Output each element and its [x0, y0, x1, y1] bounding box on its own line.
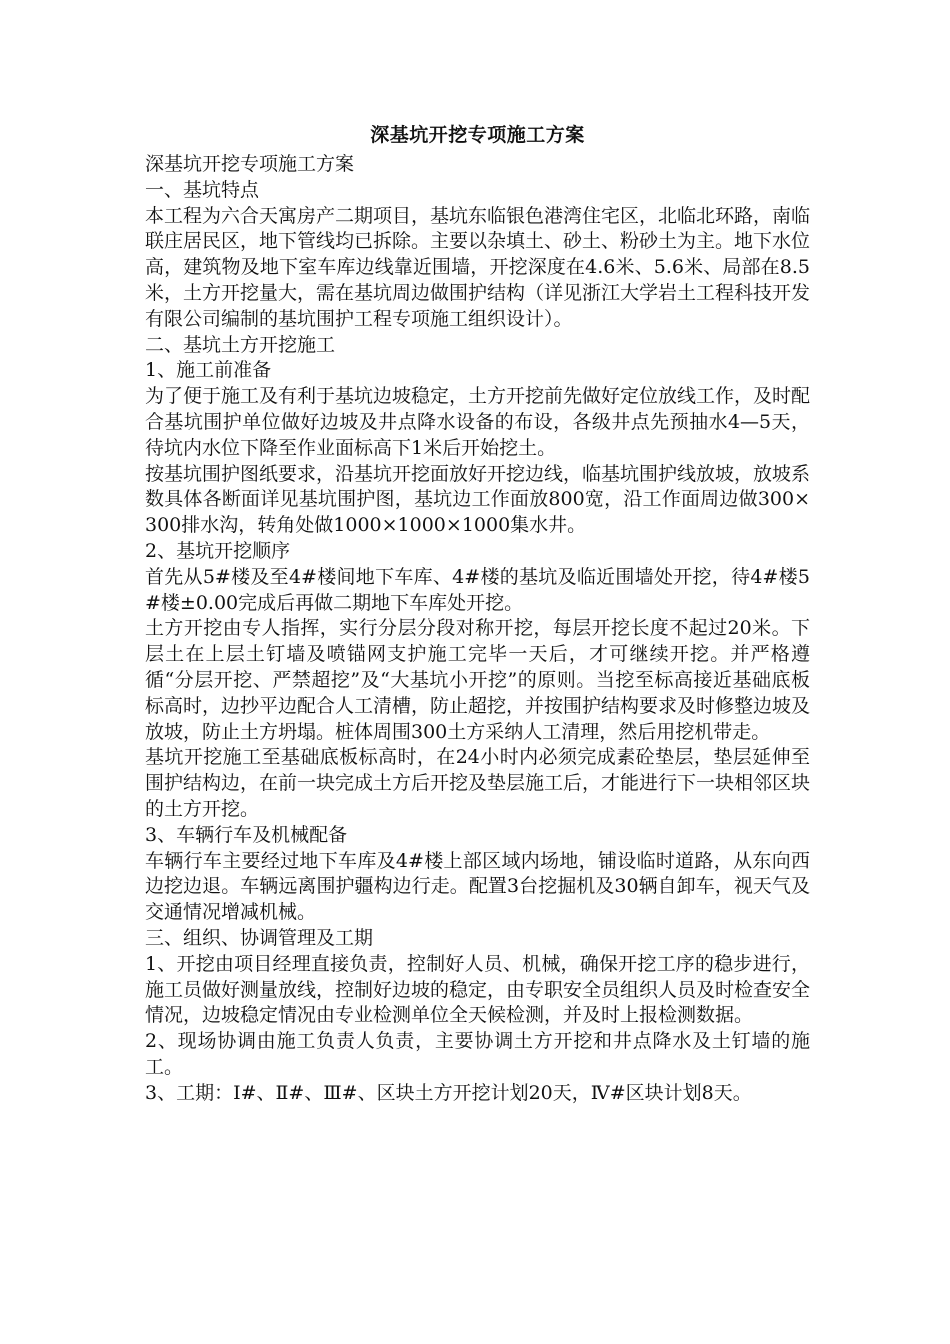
paragraph: 3、工期：Ⅰ#、Ⅱ#、Ⅲ#、区块土方开挖计划20天，Ⅳ#区块计划8天。	[145, 1081, 752, 1104]
paragraph: 按基坑围护图纸要求，沿基坑开挖面放好开挖边线，临基坑围护线放坡，放坡系数具体各断面详见基坑围护图，基坑边工作面放800宽，沿工作面周边做300×300排水沟，转角处做1000×1000×1000集水井。	[145, 462, 811, 537]
subsection-heading: 3、车辆行车及机械配备	[145, 823, 348, 846]
paragraph: 首先从5#楼及至4#楼间地下车库、4#楼的基坑及临近围墙处开挖，待4#楼5#楼±0.00完成后再做二期地下车库处开挖。	[145, 565, 810, 614]
paragraph: 本工程为六合天寓房产二期项目，基坑东临银色港湾住宅区，北临北环路，南临联庄居民区，地下管线均已拆除。主要以杂填土、砂土、粉砂土为主。地下水位高，建筑物及地下室车库边线靠近围墙，开挖深度在4.6米、5.6米、局部在8.5米，土方开挖量大，需在基坑周边做围护结构（详见浙江大学岩土工程科技开发有限公司编制的基坑围护工程专项施工组织设计）。	[145, 204, 811, 330]
subsection-heading: 1、施工前准备	[145, 359, 272, 382]
paragraph: 车辆行车主要经过地下车库及4#楼上部区域内场地，铺设临时道路，从东向西边挖边退。车辆远离围护疆构边行走。配置3台挖掘机及30辆自卸车，视天气及交通情况增减机械。	[145, 849, 810, 924]
section-heading: 三、组织、协调管理及工期	[145, 926, 374, 949]
document-title: 深基坑开挖专项施工方案	[370, 124, 585, 146]
section-heading: 二、基坑土方开挖施工	[145, 333, 336, 356]
paragraph: 深基坑开挖专项施工方案	[145, 153, 355, 175]
paragraph: 为了便于施工及有利于基坑边坡稳定，土方开挖前先做好定位放线工作，及时配合基坑围护单位做好边坡及井点降水设备的布设，各级井点先预抽水4—5天，待坑内水位下降至作业面标高下1米后开始挖土。	[145, 385, 811, 459]
paragraph: 基坑开挖施工至基础底板标高时，在24小时内必须完成素砼垫层，垫层延伸至围护结构边，在前一块完成土方后开挖及垫层施工后，才能进行下一块相邻区块的土方开挖。	[145, 746, 811, 820]
subsection-heading: 2、基坑开挖顺序	[145, 539, 291, 562]
document-page	[145, 118, 810, 1106]
section-heading: 一、基坑特点	[145, 178, 260, 201]
paragraph: 1、开挖由项目经理直接负责，控制好人员、机械，确保开挖工序的稳步进行，施工员做好测量放线，控制好边坡的稳定，由专职安全员组织人员及时检查安全情况，边坡稳定情况由专业检测单位全天候检测，并及时上报检测数据。	[145, 952, 811, 1027]
paragraph: 土方开挖由专人指挥，实行分层分段对称开挖，每层开挖长度不起过20米。下层土在上层土钉墙及喷锚网支护施工完毕一天后，才可继续开挖。并严格遵循“分层开挖、严禁超挖”及“大基坑小开挖”的原则。当挖至标高接近基础底板标高时，边抄平边配合人工清槽，防止超挖，并按围护结构要求及时修整边坡及放坡，防止土方坍塌。桩体周围300土方采纳人工清理，然后用挖机带走。	[145, 617, 811, 743]
paragraph: 2、现场协调由施工负责人负责，主要协调土方开挖和井点降水及土钉墙的施工。	[145, 1030, 810, 1078]
